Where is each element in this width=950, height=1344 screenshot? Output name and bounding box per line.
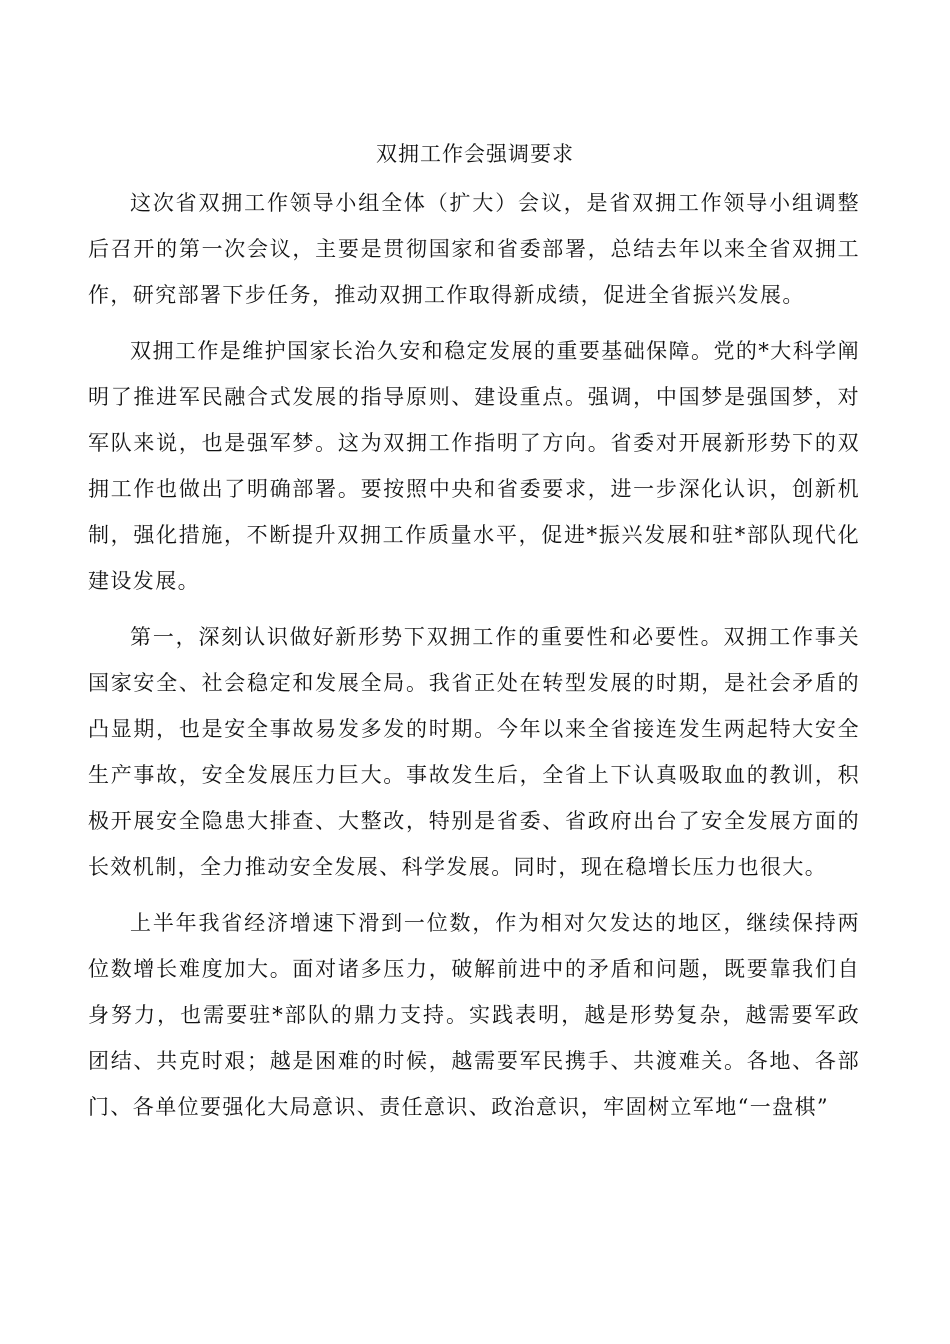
paragraph-intro: 这次省双拥工作领导小组全体（扩大）会议，是省双拥工作领导小组调整后召开的第一次会议，主要是贯彻国家和省委部署，总结去年以来全省双拥工作，研究部署下步任务，推动双拥工作取得新成绩，促进全省振兴发展。 [88, 191, 860, 307]
paragraph-economy: 上半年我省经济增速下滑到一位数，作为相对欠发达的地区，继续保持两位数增长难度加大。面对诸多压力，破解前进中的矛盾和问题，既要靠我们自身努力，也需要驻*部队的鼎力支持。实践表明，越是形势复杂，越需要军政团结、共克时艰；越是困难的时候，越需要军民携手、共渡难关。各地、各部门、各单位要强化大局意识、责任意识、政治意识，牢固树立军地“一盘棋” [88, 911, 860, 1119]
paragraph-importance: 双拥工作是维护国家长治久安和稳定发展的重要基础保障。党的*大科学阐明了推进军民融合式发展的指导原则、建设重点。强调，中国梦是强国梦，对军队来说，也是强军梦。这为双拥工作指明了方向。省委对开展新形势下的双拥工作也做出了明确部署。要按照中央和省委要求，进一步深化认识，创新机制，强化措施，不断提升双拥工作质量水平，促进*振兴发展和驻*部队现代化建设发展。 [88, 339, 860, 593]
document-body [88, 180, 860, 1140]
document-title: 双拥工作会强调要求 [376, 142, 574, 166]
paragraph-first-point: 第一，深刻认识做好新形势下双拥工作的重要性和必要性。双拥工作事关国家安全、社会稳定和发展全局。我省正处在转型发展的时期，是社会矛盾的凸显期，也是安全事故易发多发的时期。今年以来全省接连发生两起特大安全生产事故，安全发展压力巨大。事故发生后，全省上下认真吸取血的教训，积极开展安全隐患大排查、大整改，特别是省委、省政府出台了安全发展方面的长效机制，全力推动安全发展、科学发展。同时，现在稳增长压力也很大。 [88, 625, 860, 879]
